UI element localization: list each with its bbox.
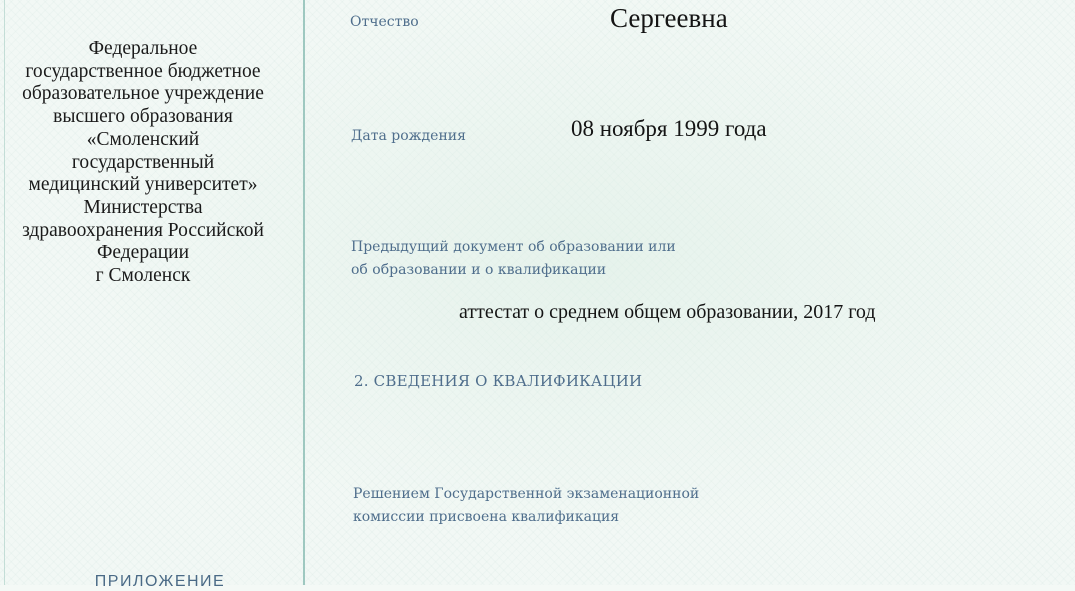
issuing-organization	[8, 38, 278, 288]
org-line: «Смоленский	[86, 128, 200, 150]
birth-date-label: Дата рождения	[351, 128, 466, 144]
org-line: здравоохранения Российской	[22, 219, 264, 241]
org-line: Федерации	[96, 242, 190, 264]
org-line: Министерства	[83, 196, 203, 218]
org-line: высшего образования	[53, 106, 233, 128]
previous-document-value: аттестат о среднем общем образовании, 2017 год	[459, 301, 876, 323]
org-line: г Смоленск	[95, 265, 191, 287]
patronymic-label: Отчество	[350, 14, 419, 30]
org-line: государственное бюджетное	[25, 60, 261, 82]
org-line: образовательное учреждение	[22, 83, 264, 105]
section-title-qualification: 2. СВЕДЕНИЯ О КВАЛИФИКАЦИИ	[354, 372, 643, 390]
org-line: медицинский университет»	[28, 174, 258, 196]
org-line: государственный	[71, 151, 215, 173]
org-line: Федеральное	[88, 38, 198, 59]
appendix-heading: ПРИЛОЖЕНИЕ	[94, 573, 226, 590]
qualification-decision-label-line2: комиссии присвоена квалификация	[353, 509, 620, 525]
qualification-decision-label-line1: Решением Государственной экзаменационной	[353, 486, 700, 502]
left-panel	[0, 0, 305, 590]
birth-date-value: 08 ноября 1999 года	[571, 116, 767, 141]
previous-document-label-line1: Предыдущий документ об образовании или	[351, 239, 676, 255]
previous-document-label-line2: об образовании и о квалификации	[351, 262, 607, 278]
patronymic-value: Сергеевна	[610, 3, 728, 33]
